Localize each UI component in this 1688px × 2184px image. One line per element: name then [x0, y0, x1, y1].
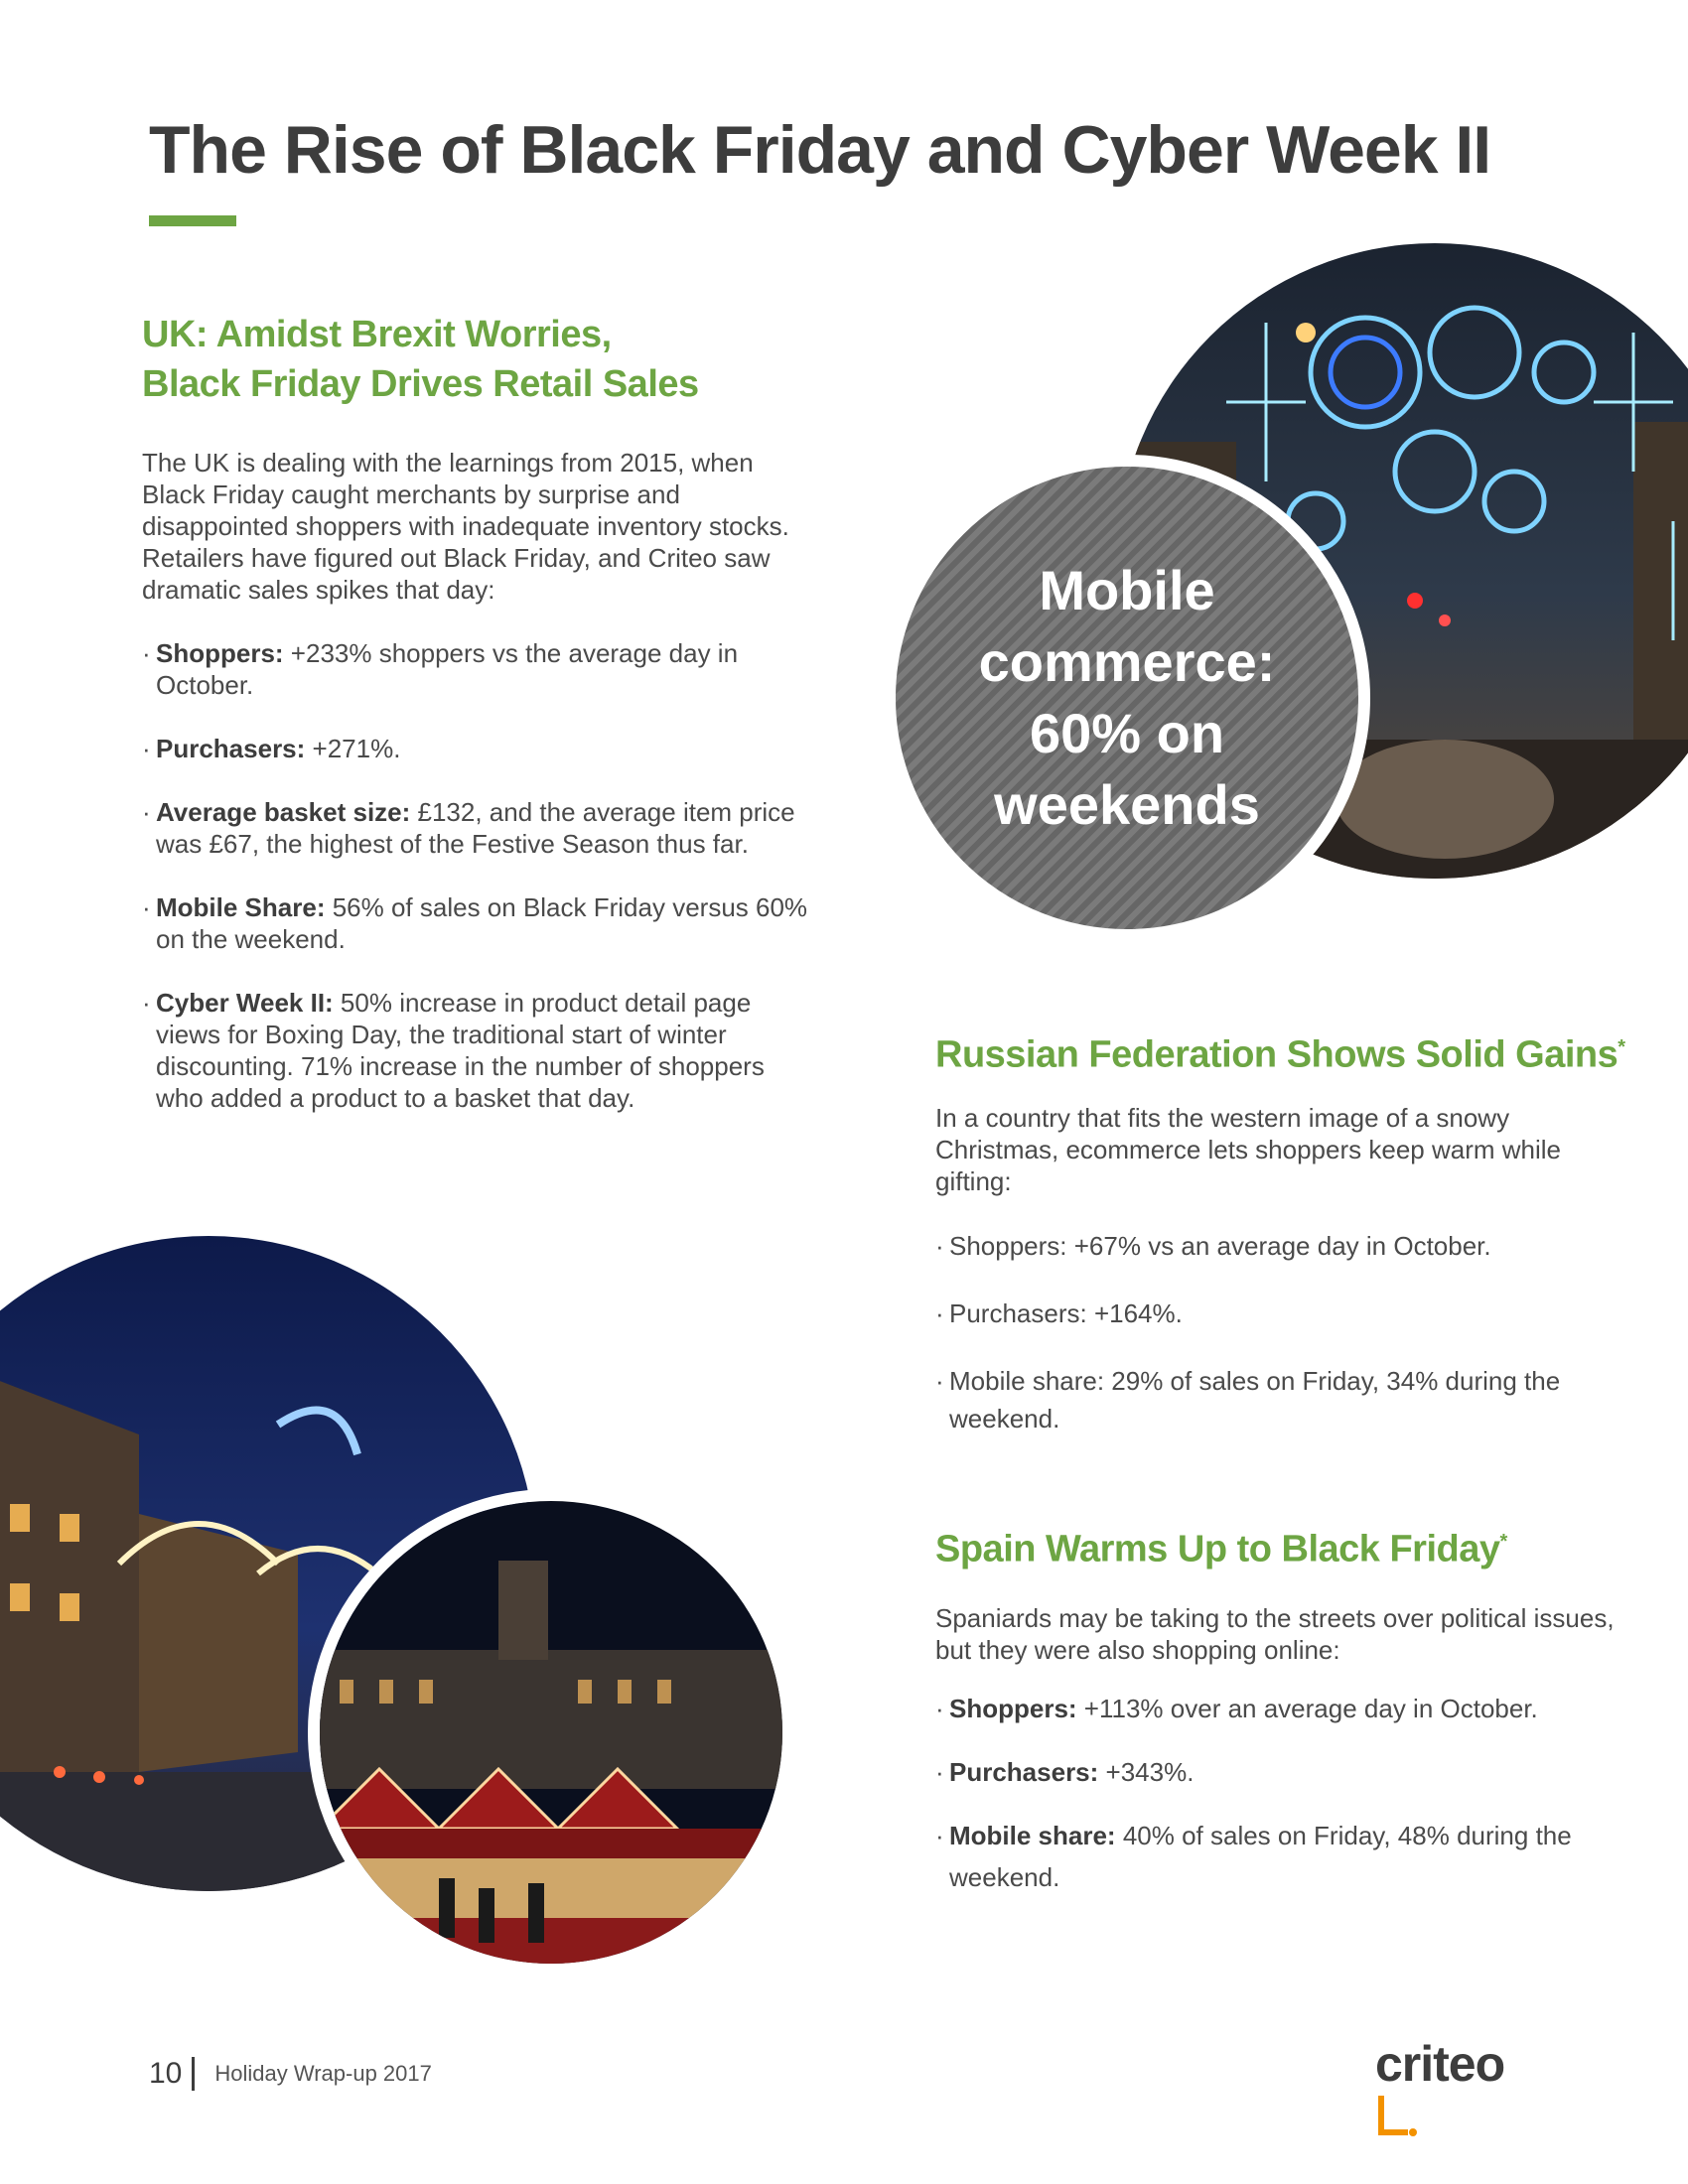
- bullet-text: £132, and the average item price was £67, the highest of the Festive Season thus far.: [156, 797, 795, 859]
- uk-section: [142, 310, 817, 1146]
- page-number: 10: [149, 2057, 183, 2090]
- criteo-logo-mark-icon: [1375, 2093, 1419, 2142]
- list-item: [142, 796, 817, 860]
- list-item: [142, 891, 817, 955]
- bullet-text: +233% shoppers vs the average day in October.: [156, 638, 739, 700]
- criteo-logo: [1375, 2035, 1544, 2105]
- bullet-label: Purchasers:: [949, 1756, 1099, 1787]
- uk-heading-line2: Black Friday Drives Retail Sales: [142, 363, 699, 405]
- list-item: · Purchasers: +164%.: [935, 1295, 1630, 1332]
- russia-section: [935, 1023, 1630, 1467]
- spain-bullet-list: [935, 1688, 1630, 1898]
- bullet-label: Shoppers:: [156, 638, 284, 668]
- title-accent-rule: [149, 215, 236, 226]
- spain-section: [935, 1517, 1630, 1920]
- spain-christmas-market-photo: [308, 1489, 794, 1976]
- uk-heading-line1: UK: Amidst Brexit Worries,: [142, 314, 612, 355]
- bullet-text: +271%.: [305, 734, 401, 763]
- bullet-text: +343%.: [1098, 1756, 1195, 1787]
- bullet-label: Average basket size:: [156, 797, 411, 827]
- list-item: · Mobile share: 29% of sales on Friday, 34% during the weekend.: [935, 1362, 1630, 1437]
- page-title: The Rise of Black Friday and Cyber Week II: [149, 112, 1491, 188]
- russia-body-text: In a country that fits the western image of a snowy Christmas, ecommerce lets shoppers keep warm while gifting:: [935, 1102, 1561, 1196]
- spain-heading: [935, 1517, 1630, 1574]
- bullet-text: +113% over an average day in October.: [1076, 1693, 1538, 1723]
- uk-bullet-list: [142, 637, 817, 1114]
- spain-heading-text: Spain Warms Up to Black Friday: [935, 1528, 1500, 1570]
- list-item: [142, 987, 817, 1114]
- uk-heading: [142, 310, 817, 409]
- uk-body-text: The UK is dealing with the learnings from 2015, when Black Friday caught merchants by surprise and disappointed shoppers with inadequate inventory stocks. Retailers have figured out Black Friday, and Criteo saw dramatic sales spikes that day:: [142, 448, 789, 605]
- russia-heading-text: Russian Federation Shows Solid Gains: [935, 1033, 1618, 1076]
- list-item: [142, 637, 817, 701]
- bullet-label: Cyber Week II:: [156, 988, 334, 1018]
- bullet-label: Shoppers:: [949, 1693, 1077, 1723]
- footnote-mark: *: [1618, 1036, 1625, 1058]
- list-item: · Shoppers: +67% vs an average day in October.: [935, 1227, 1630, 1265]
- list-item: [935, 1815, 1630, 1898]
- list-item: [935, 1688, 1630, 1729]
- bullet-text: 56% of sales on Black Friday versus 60% on the weekend.: [156, 892, 808, 954]
- spain-body-text: Spaniards may be taking to the streets over political issues, but they were also shopping online:: [935, 1602, 1615, 1665]
- footnote-mark: *: [1499, 1531, 1507, 1553]
- criteo-logo-text: criteo: [1375, 2036, 1505, 2092]
- mobile-commerce-stat-bubble: [884, 455, 1370, 941]
- page-footer: [149, 2057, 432, 2091]
- bullet-label: Mobile share:: [949, 1820, 1116, 1850]
- russia-bullet-list: [935, 1227, 1630, 1437]
- bullet-label: Purchasers:: [156, 734, 306, 763]
- footer-divider: [192, 2057, 195, 2091]
- footer-publication-label: Holiday Wrap-up 2017: [214, 2061, 432, 2086]
- stat-bubble-text: Mobile commerce: 60% on weekends: [978, 559, 1276, 836]
- bullet-text: 40% of sales on Friday, 48% during the weekend.: [949, 1820, 1572, 1892]
- list-item: [935, 1751, 1630, 1793]
- bullet-text: 50% increase in product detail page views for Boxing Day, the traditional start of winter discounting. 71% increase in the number of shoppers who added a product to a basket that day.: [156, 988, 765, 1113]
- russia-heading: [935, 1023, 1630, 1080]
- list-item: [142, 733, 817, 764]
- bullet-label: Mobile Share:: [156, 892, 326, 922]
